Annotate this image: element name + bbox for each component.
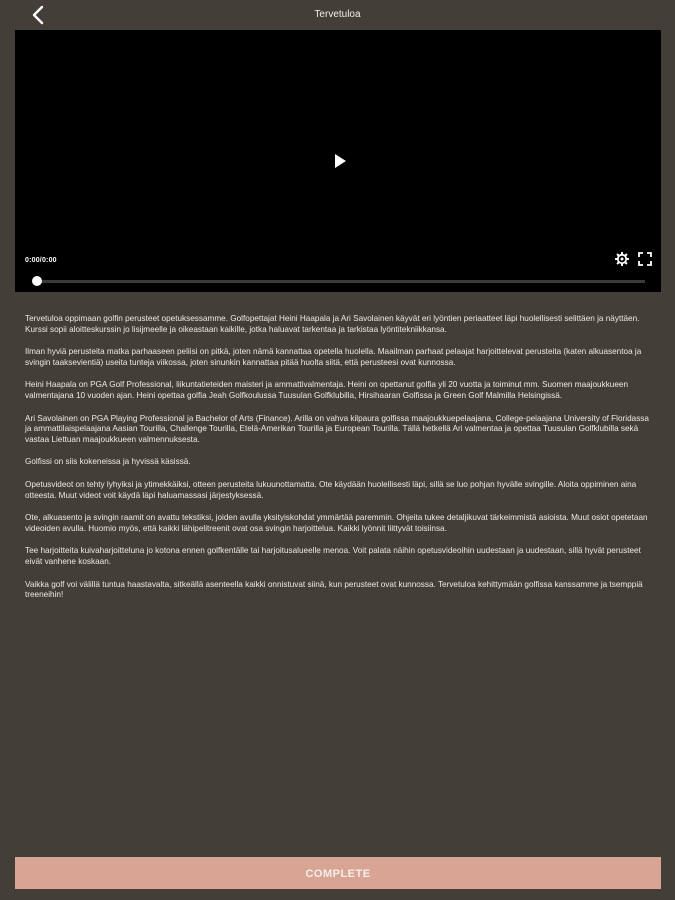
description-paragraph: Golfissi on siis kokeneissa ja hyvissä käsissä. bbox=[25, 457, 191, 467]
play-button[interactable] bbox=[331, 152, 349, 170]
complete-button[interactable]: COMPLETE bbox=[15, 857, 661, 889]
fullscreen-icon bbox=[638, 252, 652, 266]
settings-button[interactable] bbox=[615, 252, 629, 266]
description-paragraph: Ari Savolainen on PGA Playing Professional ja Bachelor of Arts (Finance). Arilla on vahva kilpaura golfissa maajoukkuepelaajana, College-pelaajana University of Floridassa ja ammattilaispelaajana Aasian Tourilla, Challenge Tourilla, Etelä-Amerikan Tourilla ja European Tourilla. Tällä hetkellä Ari valmentaa ja opettaa Tuusulan Golfklubilla sekä vastaa Liettuan maajoukkueen valmennuksesta. bbox=[25, 413, 649, 444]
course-description bbox=[25, 314, 653, 613]
video-progress-thumb[interactable] bbox=[32, 276, 42, 286]
description-paragraph: Tee harjoitteita kuivaharjoitteluna jo kotona ennen golfkentälle tai harjoitusalueelle menoa. Voit palata näihin opetusvideoihin uudestaan ja uudestaan, sillä hyvät perusteet eivät vanhene koskaan. bbox=[25, 546, 641, 566]
play-icon bbox=[331, 152, 349, 170]
page-title: Tervetuloa bbox=[314, 9, 361, 20]
gear-icon bbox=[615, 252, 629, 266]
fullscreen-button[interactable] bbox=[638, 252, 652, 266]
description-paragraph: Vaikka golf voi välillä tuntua haastavalta, sitkeällä asenteella kaikki onnistuvat siinä, kun perusteet ovat kunnossa. Tervetuloa kehittymään golfissa kanssamme ja tsemppiä treeneihin! bbox=[25, 579, 643, 600]
description-paragraph: Ilman hyviä perusteita matka parhaaseen peliisi on pitkä, joten nämä kannattaa opetella huolella. Maailman parhaat pelaajat harjoittelevat perusteita (katen alkuasentoa ja svingin taaksevientiä) useita tunteja viikossa, joten sinunkin kannattaa pitää huolta siitä, että perusteesi ovat kunnossa. bbox=[25, 347, 642, 367]
video-player[interactable] bbox=[15, 30, 661, 292]
description-paragraph: Ote, alkuasento ja svingin raamit on avattu tekstiksi, joiden avulla yksityiskohdat ymmärtää paremmin. Ohjeita tukee detaljikuvat tärkeimmistä asioista. Muut osiot opetetaan videoiden avulla. Huomio myös, että kaikki lähipelitreenit ovat osa svingin harjoittelua. Kaikki lyönnit liittyvät toisiinsa. bbox=[25, 513, 648, 533]
video-progress-bar[interactable] bbox=[37, 280, 645, 283]
video-time: 0:00/0:00 bbox=[25, 257, 57, 264]
description-paragraph: Opetusvideot on tehty lyhyiksi ja ytimekkäiksi, otteen perusteita lukuunottamatta. Ote käydään huolellisesti läpi, sillä se luo pohjan hyvälle svingille. Aloita oppiminen aina otteesta. Muut videot voit käydä läpi haluamassasi järjestyksessä. bbox=[25, 479, 637, 500]
top-bar bbox=[0, 0, 675, 30]
description-paragraph: Tervetuloa oppimaan golfin perusteet opetuksessamme. Golfopettajat Heini Haapala ja Ari Savolainen käyvät eri lyöntien periaatteet läpi huolellisesti selittäen ja näyttäen. Kurssi sopii aloitteskurssin jo lisijmeelle ja oikeastaan kaikille, jotka haluavat tarkentaa ja tarkistaa lyöntitekniikkansa. bbox=[25, 314, 640, 334]
description-paragraph: Heini Haapala on PGA Golf Professional, liikuntatieteiden maisteri ja ammattivalmentaja. Heini on opettanut golfia yli 20 vuotta ja toiminut mm. Suomen maajoukkueen valmentajana 10 vuoden ajan. Heini opettaa golfia Jeah Golfkoulussa Tuusulan Golfklubilla, Hirsihaaran Golfissa ja Green Golf Malmilla Helsingissä. bbox=[25, 380, 629, 400]
